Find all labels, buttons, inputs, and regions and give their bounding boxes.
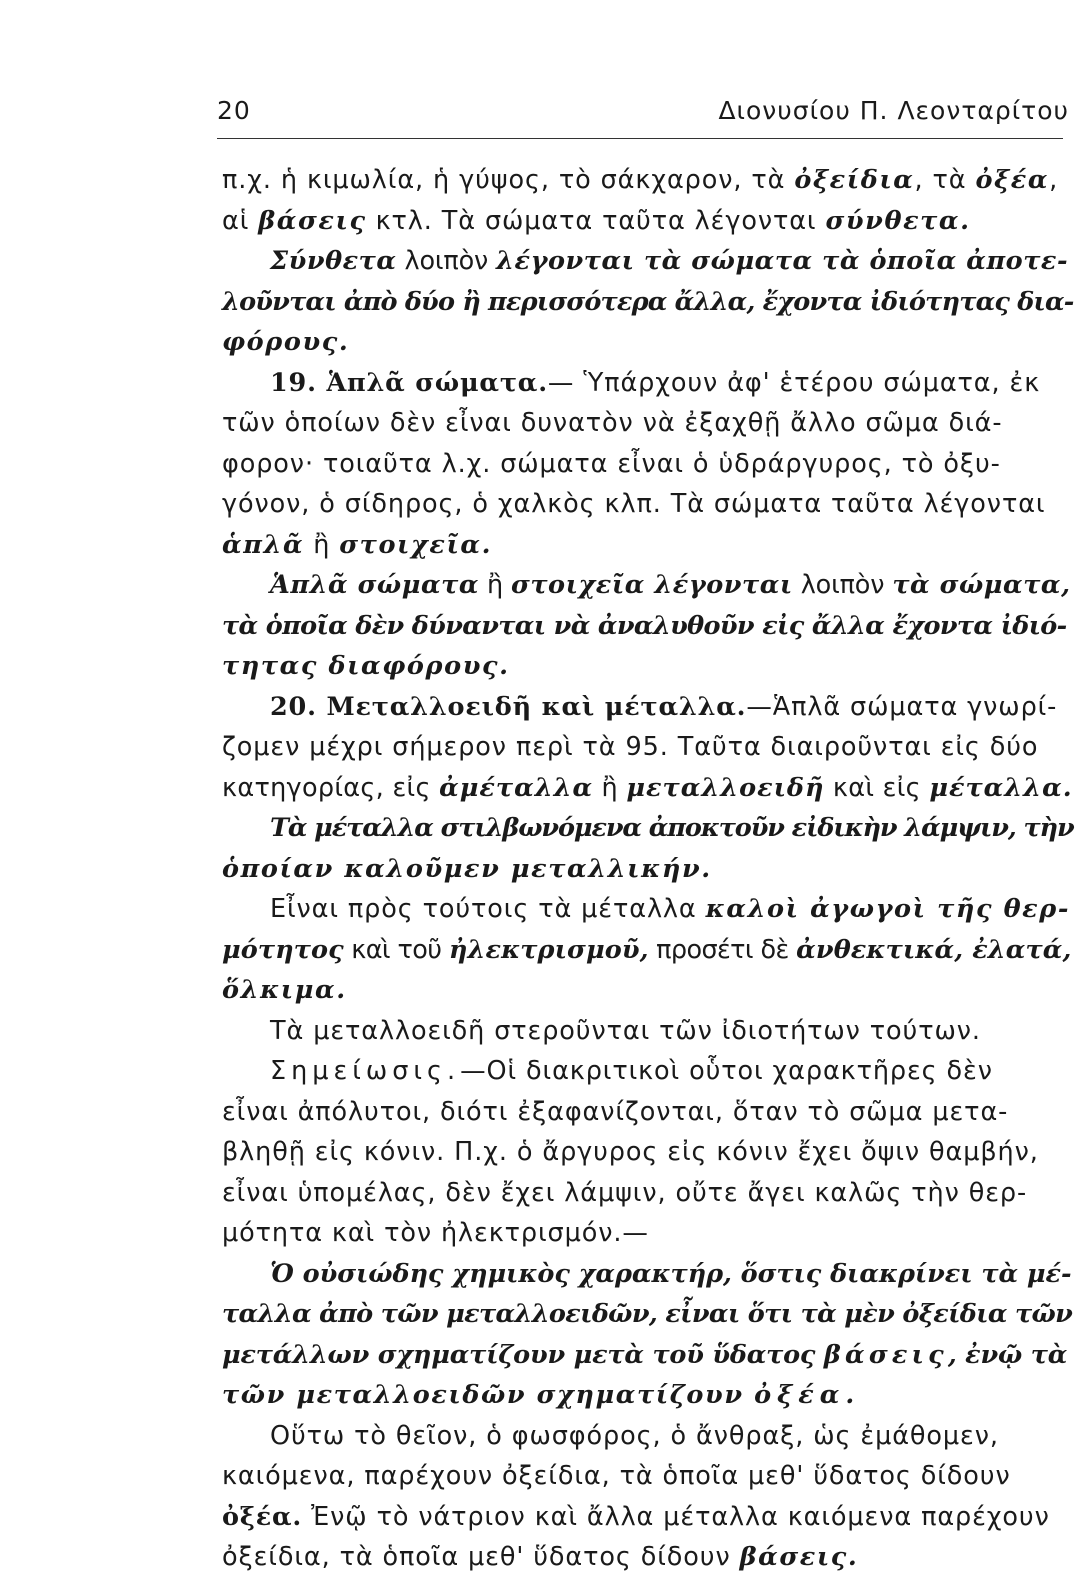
text-run: βάσεις.	[739, 1542, 859, 1572]
text-line	[222, 1051, 1074, 1092]
text-run: τῶν ὁποίων δὲν εἶναι δυνατὸν νὰ ἐξαχθῇ ἄλλο σῶμα διά-	[222, 408, 1003, 438]
text-line	[222, 484, 1074, 525]
text-line	[222, 1173, 1074, 1214]
text-run: π.χ. ἡ κιμωλία, ἡ γύψος, τὸ σάκχαρον, τὰ	[222, 165, 795, 195]
text-run: φόρους.	[222, 327, 350, 357]
header-rule	[217, 138, 1063, 139]
text-run: Ὁ οὐσιώδης χημικὸς χαρακτήρ, ὅστις διακρίνει τὰ μέ-	[270, 1258, 1072, 1289]
text-run: βάσεις	[258, 205, 367, 236]
text-run: ὀξέα	[975, 165, 1050, 195]
text-run: , τὰ	[914, 165, 976, 195]
text-run: μότητος	[222, 934, 344, 965]
text-run: , ἐνῷ τὰ	[947, 1339, 1068, 1370]
text-run: ἀμέταλλα	[439, 772, 594, 803]
text-run: τῶν μεταλλοειδῶν σχηματίζουν	[222, 1380, 755, 1410]
text-run: Σύνθετα	[270, 246, 397, 276]
text-run: ἢ	[479, 570, 511, 600]
text-run: ζομεν μέχρι σήμερον περὶ τὰ 95. Ταῦτα διαιροῦνται εἰς δύο	[222, 732, 1039, 762]
text-line	[222, 201, 1074, 242]
text-run: — Ὑπάρχουν ἀφ' ἑτέρου σώματα, ἐκ	[547, 367, 1041, 398]
text-run: σύνθετα.	[825, 205, 971, 236]
text-run: Οὕτω τὸ θεῖον, ὁ φωσφόρος, ὁ ἄνθραξ, ὡς ἐμάθομεν,	[270, 1420, 999, 1451]
text-line	[222, 889, 1074, 930]
text-run: κτλ. Τὰ σώματα ταῦτα λέγονται	[366, 205, 826, 236]
text-line	[222, 525, 1074, 566]
text-run: μέταλλα.	[929, 772, 1073, 803]
text-run: μότητα καὶ τὸν ἠλεκτρισμόν.—	[222, 1218, 649, 1248]
text-line	[222, 1375, 1074, 1416]
page-number: 20	[217, 96, 251, 125]
text-run: καιόμενα, παρέχουν ὀξείδια, τὰ ὁποῖα μεθ' ὕδατος δίδουν	[222, 1461, 1011, 1491]
text-line	[222, 970, 1074, 1011]
text-run: Εἶναι πρὸς τούτοις τὰ μέταλλα	[270, 894, 706, 924]
text-run: Ἐνῷ τὸ νάτριον καὶ ἄλλα μέταλλα καιόμενα παρέχουν	[302, 1501, 1050, 1532]
text-run: λέγονται τὰ σώματα τὰ ὁποῖα ἀποτε-	[496, 246, 1069, 276]
text-line	[222, 1092, 1074, 1133]
text-line	[222, 1132, 1074, 1173]
text-line	[222, 403, 1074, 444]
text-run: ὀξείδια, τὰ ὁποῖα μεθ' ὕδατος δίδουν	[222, 1542, 740, 1572]
text-run: στοιχεῖα.	[339, 529, 493, 560]
text-run: —Ἁπλᾶ σώματα γνωρί-	[746, 691, 1058, 722]
text-run: λοιπὸν	[396, 246, 497, 276]
text-run: μετάλλων σχηματίζουν μετὰ τοῦ ὕδατος	[222, 1339, 824, 1370]
text-run: ὀξέα.	[754, 1380, 861, 1410]
text-line	[222, 727, 1074, 768]
text-run: τὰ σώματα,	[892, 570, 1071, 600]
text-run: 19.	[270, 367, 327, 398]
text-line	[222, 1294, 1074, 1335]
running-head: Διονυσίου Π. Λεονταρίτου	[718, 96, 1069, 125]
text-run: λοιπὸν	[792, 570, 893, 600]
text-run: αἱ	[222, 205, 259, 236]
text-line	[222, 1456, 1074, 1497]
text-run: Ἁπλᾶ σώματα	[270, 570, 480, 600]
text-run: ἢ	[304, 529, 340, 560]
text-line	[222, 1254, 1074, 1295]
text-line	[222, 768, 1074, 809]
page-header	[217, 96, 1069, 136]
text-line	[222, 1213, 1074, 1254]
text-run: ἀνθεκτικά, ἐλατά,	[796, 934, 1072, 965]
text-run: βληθῇ εἰς κόνιν. Π.χ. ὁ ἄργυρος εἰς κόνιν ἔχει ὄψιν θαμβήν,	[222, 1137, 1039, 1167]
text-run: ,	[1049, 165, 1059, 195]
text-run: προσέτι δὲ	[648, 934, 797, 965]
text-run: μεταλλοειδῆ	[626, 772, 825, 803]
text-line	[222, 282, 1074, 323]
text-run: Σημείωσις.	[270, 1056, 461, 1086]
text-run: ἢ	[593, 772, 627, 803]
text-run: καὶ εἰς	[824, 772, 930, 803]
text-run: εἶναι ὑπομέλας, δὲν ἔχει λάμψιν, οὔτε ἄγει καλῶς τὴν θερ-	[222, 1177, 1028, 1208]
text-run: λοῦνται ἀπὸ δύο ἢ περισσότερα ἄλλα, ἔχοντα ἰδιότητας δια-	[222, 286, 1074, 317]
text-run: κατηγορίας, εἰς	[222, 772, 440, 803]
text-run: εἶναι ἀπόλυτοι, διότι ἐξαφανίζονται, ὅταν τὸ σῶμα μετα-	[222, 1096, 1009, 1127]
text-line	[222, 241, 1074, 282]
text-line	[222, 1497, 1074, 1538]
text-run: Τὰ μέταλλα στιλβωνόμενα ἀποκτοῦν εἰδικὴν λάμψιν, τὴν	[270, 813, 1074, 843]
text-run: τητας διαφόρους.	[222, 651, 510, 681]
text-run: ἁπλᾶ	[222, 529, 305, 560]
text-line	[222, 687, 1074, 728]
text-run: βάσεις	[823, 1339, 948, 1370]
text-line	[222, 646, 1074, 687]
text-run: Μεταλλοειδῆ καὶ μέταλλα.	[326, 691, 747, 722]
text-run: καὶ τοῦ	[343, 934, 449, 965]
text-line	[222, 1416, 1074, 1457]
text-line	[222, 1011, 1074, 1052]
text-line	[222, 322, 1074, 363]
text-run: ὅλκιμα.	[222, 975, 347, 1005]
text-run: Τὰ μεταλλοειδῆ στεροῦνται τῶν ἰδιοτήτων τούτων.	[270, 1015, 981, 1046]
text-line	[222, 444, 1074, 485]
text-line	[222, 1537, 1074, 1578]
text-run: —Οἱ διακριτικοὶ οὗτοι χαρακτῆρες δὲν	[460, 1056, 993, 1086]
text-line	[222, 808, 1074, 849]
body-text	[222, 160, 1074, 1578]
text-run: φορον· τοιαῦτα λ.χ. σώματα εἶναι ὁ ὑδράργυρος, τὸ ὀξυ-	[222, 448, 1001, 479]
text-line	[222, 930, 1074, 971]
text-run: ὁποίαν καλοῦμεν μεταλλικήν.	[222, 853, 712, 884]
text-run: ὀξέα.	[222, 1501, 303, 1532]
text-line	[222, 606, 1074, 647]
text-line	[222, 565, 1074, 606]
text-run: ταλλα ἀπὸ τῶν μεταλλοειδῶν, εἶναι ὅτι τὰ μὲν ὀξείδια τῶν	[222, 1299, 1073, 1329]
text-run: ὀξείδια	[794, 165, 915, 195]
text-run: καλοὶ ἀγωγοὶ τῆς θερ-	[705, 894, 1071, 924]
text-line	[222, 363, 1074, 404]
text-line	[222, 849, 1074, 890]
text-run: Ἁπλᾶ σώματα.	[326, 367, 548, 398]
text-run: ἠλεκτρισμοῦ,	[448, 934, 649, 965]
text-run: στοιχεῖα λέγονται	[510, 570, 793, 600]
text-run: τὰ ὁποῖα δὲν δύνανται νὰ ἀναλυθοῦν εἰς ἄλλα ἔχοντα ἰδιό-	[222, 610, 1067, 641]
text-line	[222, 160, 1074, 201]
text-run: γόνον, ὁ σίδηρος, ὁ χαλκὸς κλπ. Τὰ σώματα ταῦτα λέγονται	[222, 489, 1046, 519]
text-line	[222, 1335, 1074, 1376]
text-run: 20.	[270, 691, 327, 722]
